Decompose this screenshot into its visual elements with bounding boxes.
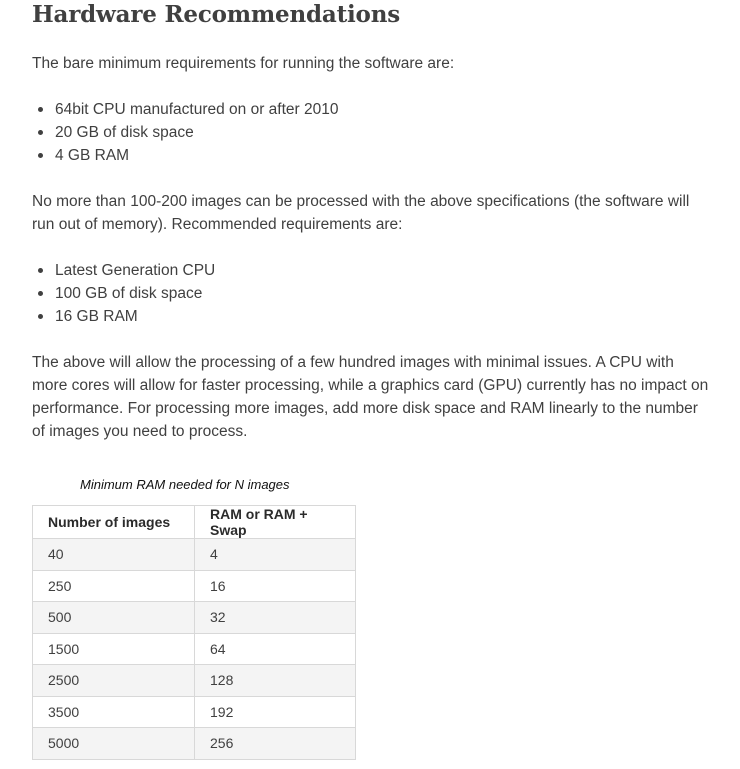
table-cell: 16 xyxy=(195,570,356,602)
table-cell: 40 xyxy=(33,539,195,571)
list-item-text: 100 GB of disk space xyxy=(55,285,203,302)
table-cell: 1500 xyxy=(33,633,195,665)
table-cell: 3500 xyxy=(33,696,195,728)
recommended-requirements-list xyxy=(32,259,712,328)
list-item xyxy=(32,282,712,305)
list-item-text: Latest Generation CPU xyxy=(55,262,216,279)
table-row xyxy=(33,665,356,697)
list-item-text: 4 GB RAM xyxy=(55,147,130,164)
bullet-icon xyxy=(38,314,43,319)
table-row xyxy=(33,602,356,634)
table-cell: 5000 xyxy=(33,728,195,760)
minimum-requirements-list xyxy=(32,98,712,167)
table-header-row xyxy=(33,506,356,539)
table-row xyxy=(33,633,356,665)
table-cell: 250 xyxy=(33,570,195,602)
bullet-icon xyxy=(38,291,43,296)
table-row xyxy=(33,539,356,571)
document-body xyxy=(32,0,712,760)
list-item-text: 64bit CPU manufactured on or after 2010 xyxy=(55,101,339,118)
table-cell: 32 xyxy=(195,602,356,634)
table-cell: 4 xyxy=(195,539,356,571)
column-header-ram: RAM or RAM + Swap xyxy=(195,506,356,539)
bullet-icon xyxy=(38,153,43,158)
list-item xyxy=(32,305,712,328)
list-item xyxy=(32,259,712,282)
list-item-text: 20 GB of disk space xyxy=(55,124,194,141)
table-cell: 256 xyxy=(195,728,356,760)
page-title: Hardware Recommendations xyxy=(32,1,400,28)
table-caption: Minimum RAM needed for N images xyxy=(80,477,290,492)
bullet-icon xyxy=(38,107,43,112)
table-row xyxy=(33,696,356,728)
closing-paragraph: The above will allow the processing of a few hundred images with minimal issues. A CPU with more cores will allow for faster processing, while a graphics card (GPU) currently has no impact on performance. For processing more images, add more disk space and RAM linearly to the number of images you need to process. xyxy=(32,354,709,440)
bullet-icon xyxy=(38,268,43,273)
column-header-number-of-images: Number of images xyxy=(33,506,195,539)
table-row xyxy=(33,728,356,760)
bullet-icon xyxy=(38,130,43,135)
note-paragraph: No more than 100-200 images can be processed with the above specifications (the software will run out of memory). Recommended requirements are: xyxy=(32,193,690,233)
ram-requirements-table xyxy=(32,505,356,760)
list-item xyxy=(32,121,712,144)
table-cell: 64 xyxy=(195,633,356,665)
table-cell: 2500 xyxy=(33,665,195,697)
table-row xyxy=(33,570,356,602)
list-item-text: 16 GB RAM xyxy=(55,308,138,325)
intro-paragraph: The bare minimum requirements for running the software are: xyxy=(32,55,455,72)
table-cell: 128 xyxy=(195,665,356,697)
table-cell: 500 xyxy=(33,602,195,634)
list-item xyxy=(32,144,712,167)
list-item xyxy=(32,98,712,121)
table-cell: 192 xyxy=(195,696,356,728)
